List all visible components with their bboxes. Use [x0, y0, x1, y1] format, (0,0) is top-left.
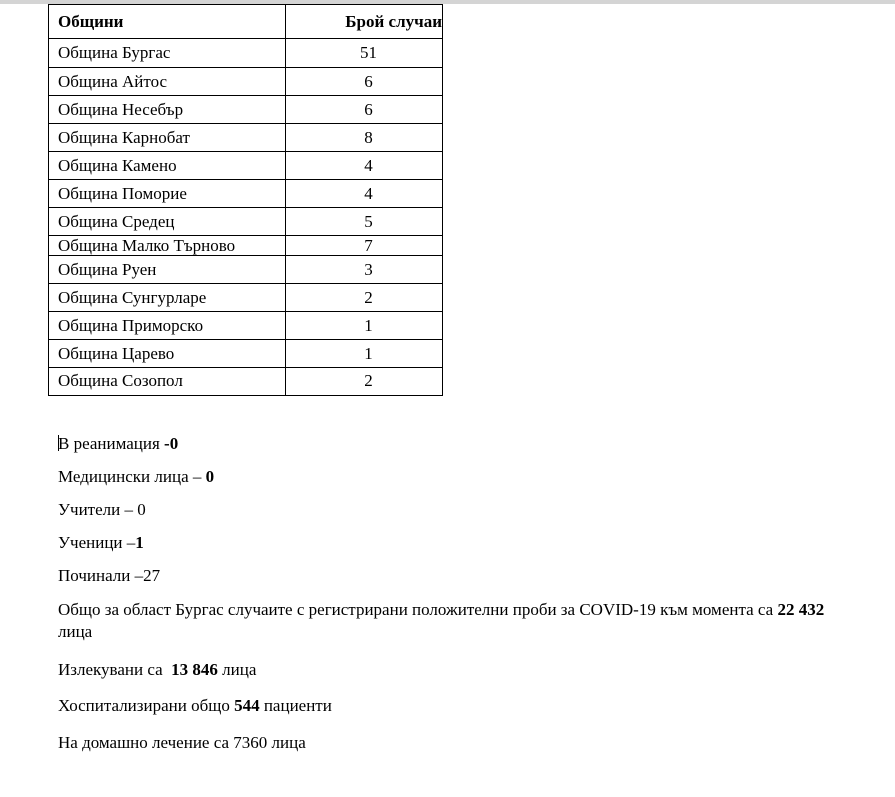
table-row: [49, 312, 443, 340]
table-row: [49, 340, 443, 368]
total-value: 22 432: [777, 600, 825, 619]
icu-value: -0: [164, 434, 179, 453]
table-row: [49, 124, 443, 152]
students-value: 1: [135, 533, 144, 552]
table-row: [49, 256, 443, 284]
deceased-paragraph[interactable]: Починали –27: [58, 566, 161, 585]
cases-cell: 1: [286, 340, 443, 368]
municipality-cell: Община Айтос: [49, 68, 286, 96]
municipality-cell: Община Руен: [49, 256, 286, 284]
table-row: [49, 96, 443, 124]
municipality-cell: Община Средец: [49, 208, 286, 236]
students-label: Ученици –: [58, 533, 136, 552]
header-cases: Брой случаи: [286, 5, 443, 39]
icu-label: В реанимация: [58, 434, 165, 453]
teachers-paragraph[interactable]: Учители – 0: [58, 500, 146, 519]
total-paragraph[interactable]: [58, 599, 838, 643]
cases-cell: 6: [286, 96, 443, 124]
home-treatment-paragraph[interactable]: [58, 733, 838, 753]
municipality-cell: Община Царево: [49, 340, 286, 368]
table-row: [49, 368, 443, 396]
cases-cell: 3: [286, 256, 443, 284]
header-municipality: Общини: [49, 5, 286, 39]
cases-cell: 7: [286, 236, 443, 256]
total-suffix: лица: [58, 622, 93, 641]
medical-label: Медицински лица –: [58, 467, 206, 486]
municipality-cell: Община Бургас: [49, 39, 286, 68]
home-suffix: лица: [267, 733, 306, 752]
cases-cell: 51: [286, 39, 443, 68]
municipality-cell: Община Поморие: [49, 180, 286, 208]
medical-paragraph[interactable]: [58, 467, 838, 487]
table-row: [49, 39, 443, 68]
municipality-cell: Община Приморско: [49, 312, 286, 340]
hospital-value: 544: [234, 696, 260, 715]
hospital-suffix: пациенти: [259, 696, 332, 715]
recovered-value: 13 846: [171, 660, 218, 679]
students-paragraph[interactable]: [58, 533, 838, 553]
municipality-cell: Община Созопол: [49, 368, 286, 396]
table-row: [49, 208, 443, 236]
municipality-cell: Община Несебър: [49, 96, 286, 124]
cases-cell: 8: [286, 124, 443, 152]
municipality-cell: Община Малко Търново: [49, 236, 286, 256]
table-row: [49, 152, 443, 180]
table-row: [49, 284, 443, 312]
home-value: 7360: [233, 733, 268, 752]
cases-table: [48, 4, 443, 396]
cases-cell: 1: [286, 312, 443, 340]
icu-paragraph[interactable]: [58, 434, 838, 454]
table-row: [49, 68, 443, 96]
cases-cell: 2: [286, 368, 443, 396]
cases-cell: 4: [286, 180, 443, 208]
recovered-paragraph[interactable]: [58, 660, 838, 680]
table-header-row: [49, 5, 443, 39]
table-row: [49, 180, 443, 208]
summary-paragraphs: [58, 434, 838, 753]
total-text: Общо за област Бургас случаите с регистрирани положителни проби за COVID-19 към момента са: [58, 600, 778, 619]
recovered-suffix: лица: [217, 660, 257, 679]
recovered-label: Излекувани са: [58, 660, 172, 679]
cases-cell: 2: [286, 284, 443, 312]
municipality-cell: Община Сунгурларе: [49, 284, 286, 312]
hospital-label: Хоспитализирани общо: [58, 696, 235, 715]
cases-cell: 5: [286, 208, 443, 236]
cases-cell: 6: [286, 68, 443, 96]
table-row: [49, 236, 443, 256]
cases-cell: 4: [286, 152, 443, 180]
home-label: На домашно лечение са: [58, 733, 234, 752]
municipality-cell: Община Карнобат: [49, 124, 286, 152]
hospital-paragraph[interactable]: [58, 696, 838, 716]
municipality-cell: Община Камено: [49, 152, 286, 180]
medical-value: 0: [205, 467, 215, 486]
